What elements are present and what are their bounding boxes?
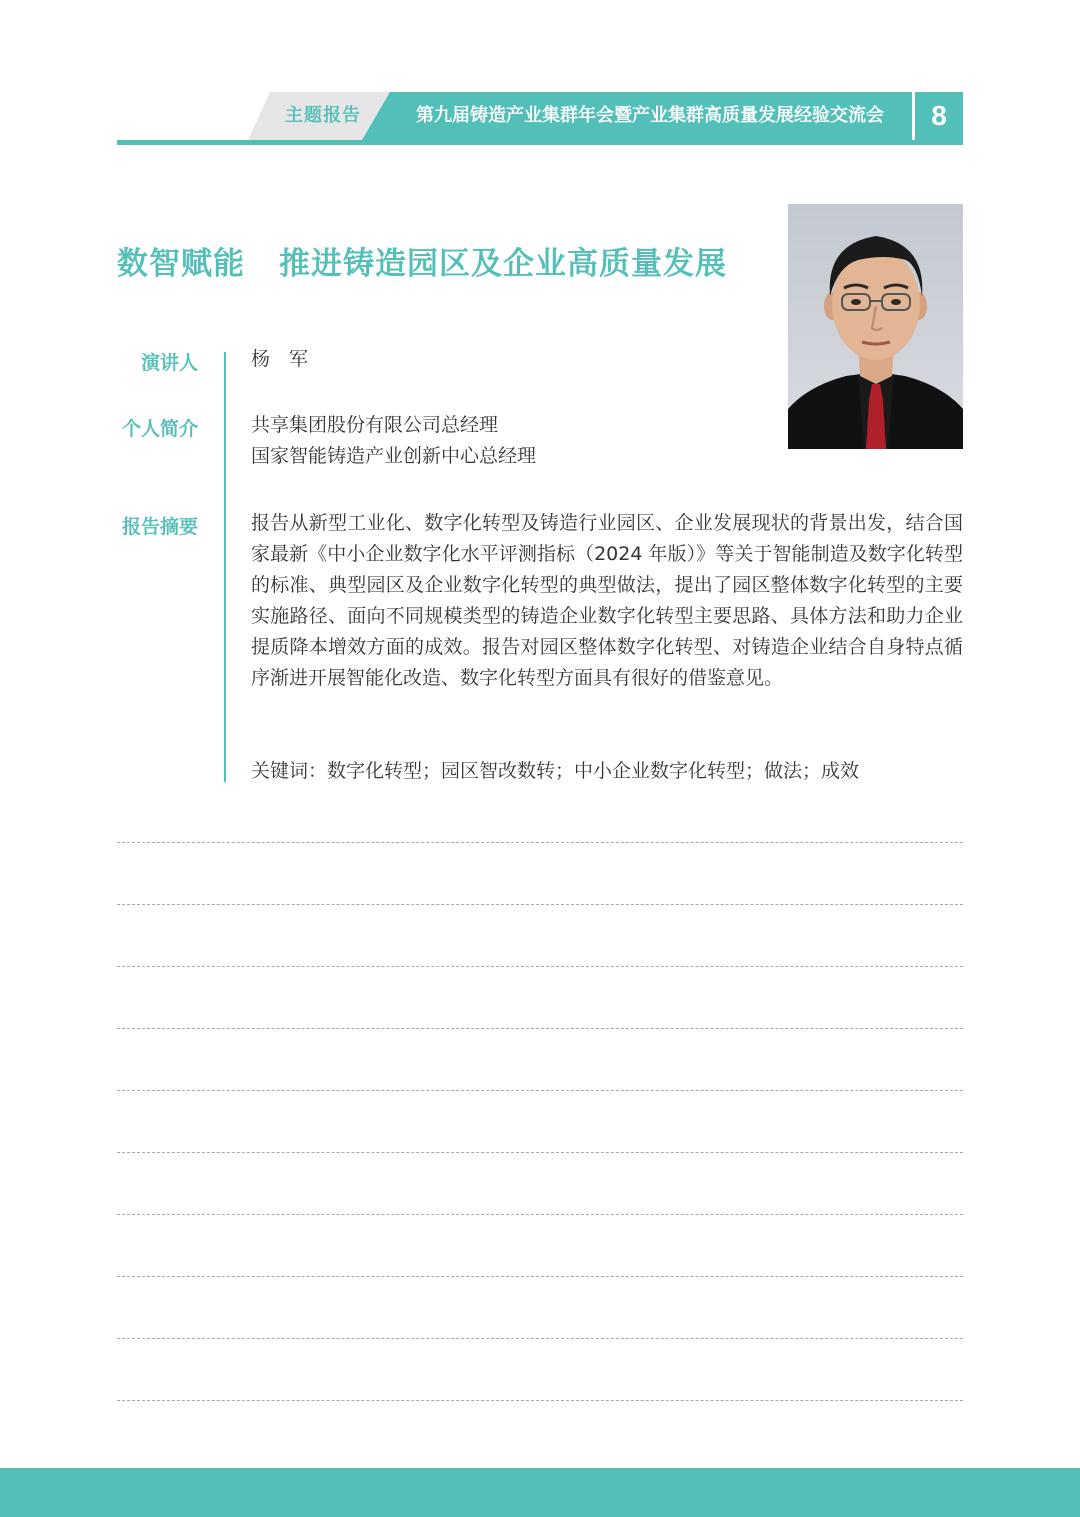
report-title [117, 238, 777, 283]
note-line [117, 904, 963, 905]
note-line [117, 842, 963, 843]
abstract-text: 报告从新型工业化、数字化转型及铸造行业园区、企业发展现状的背景出发，结合国家最新《中小企业数字化水平评测指标（2024 年版）》等关于智能制造及数字化转型的标准、典型园区及企业数字化转型的典型做法，提出了园区整体数字化转型的主要实施路径、面向不同规模类型的铸造企业数字化转型主要思路、具体方法和助力企业提质降本增效方面的成效。报告对园区整体数字化转型、对铸造企业结合自身特点循序渐进开展智能化改造、数字化转型方面具有很好的借鉴意见。 [251, 512, 963, 689]
speaker-photo [788, 204, 963, 449]
speaker-name: 杨 军 [251, 348, 309, 370]
speaker-photo-illustration [788, 204, 963, 449]
report-title-part2: 推进铸造园区及企业高质量发展 [279, 246, 727, 282]
note-line [117, 1276, 963, 1277]
keywords: 关键词：数字化转型；园区智改数转；中小企业数字化转型；做法；成效 [251, 760, 860, 782]
page-number: 8 [931, 100, 947, 131]
note-line [117, 1214, 963, 1215]
note-line [117, 1152, 963, 1153]
profile-label: 个人简介 [121, 418, 198, 440]
profile-line: 国家智能铸造产业创新中心总经理 [251, 445, 537, 467]
note-line [117, 966, 963, 967]
info-divider [224, 352, 226, 782]
note-line [117, 1090, 963, 1091]
footer-bar [0, 1468, 1080, 1517]
report-title-part1: 数智赋能 [117, 246, 245, 282]
section-label: 主题报告 [285, 105, 361, 126]
profile-line: 共享集团股份有限公司总经理 [251, 414, 499, 436]
speaker-label: 演讲人 [140, 352, 198, 374]
note-line [117, 1338, 963, 1339]
note-line [117, 1400, 963, 1401]
note-line [117, 1028, 963, 1029]
abstract-label: 报告摘要 [121, 516, 198, 538]
page-header [0, 0, 1080, 150]
header-underline [117, 140, 963, 145]
event-title: 第九届铸造产业集群年会暨产业集群高质量发展经验交流会 [416, 105, 884, 126]
